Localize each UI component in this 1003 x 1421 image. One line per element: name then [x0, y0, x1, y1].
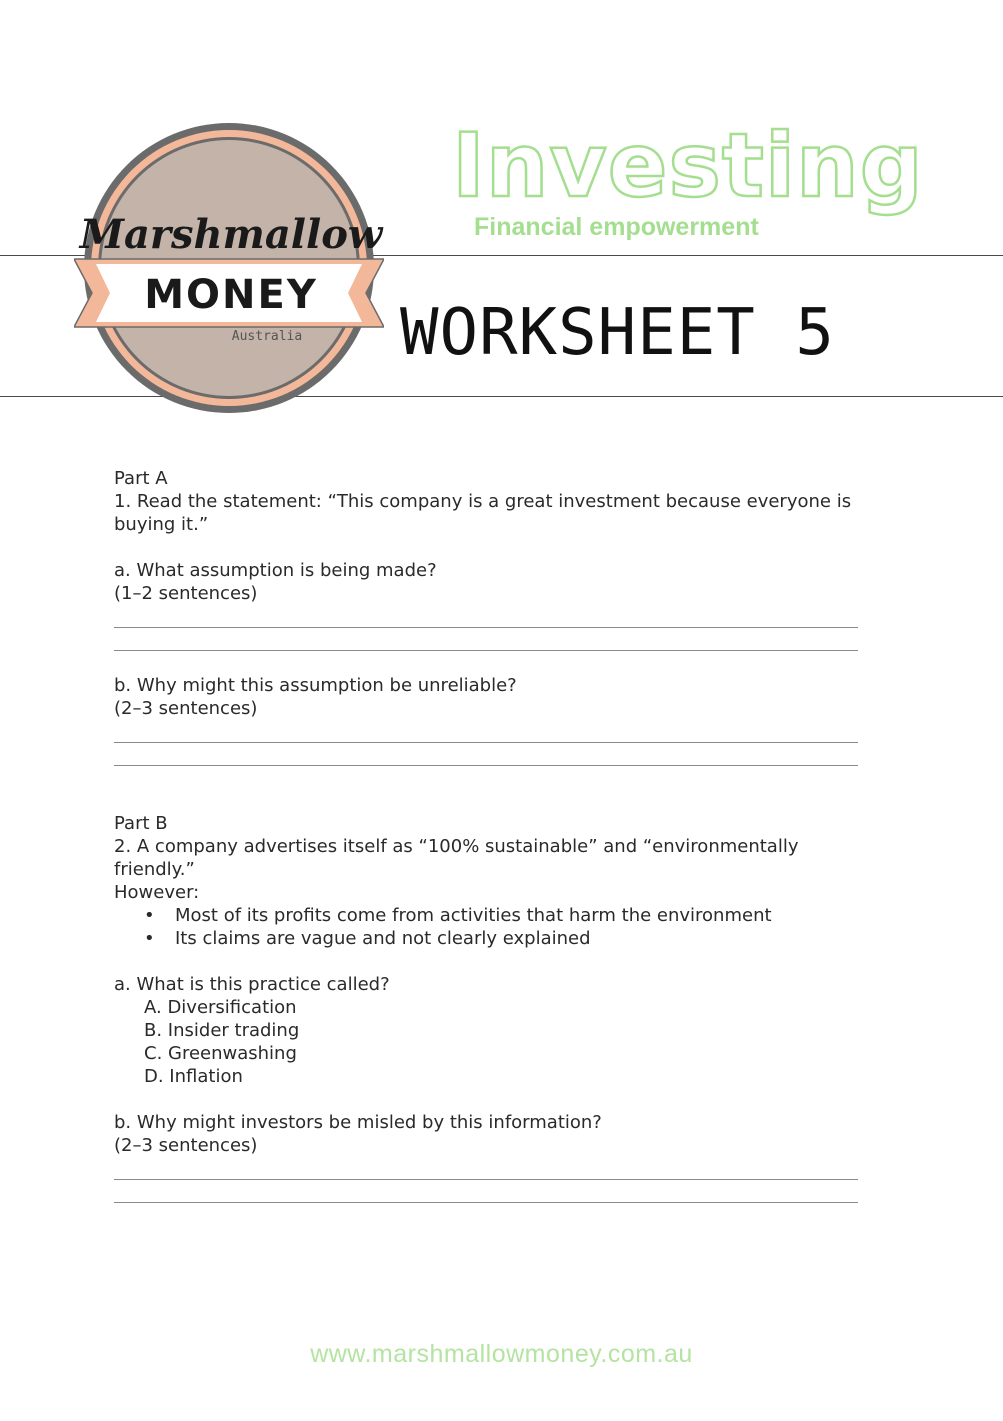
bullet-item: • Its claims are vague and not clearly explained	[114, 927, 874, 950]
bullet-item: • Most of its profits come from activities that harm the environment	[114, 904, 874, 927]
question-1b-prompt: b. Why might this assumption be unreliable?	[114, 675, 517, 696]
question-2a-prompt: a. What is this practice called?	[114, 974, 390, 995]
part-a-heading: Part A	[114, 468, 168, 489]
option-item[interactable]: A. Diversification	[144, 997, 297, 1018]
marshmallow-money-logo	[74, 118, 384, 418]
question-2-bullets	[114, 904, 874, 950]
option-item[interactable]: B. Insider trading	[144, 1020, 300, 1041]
answer-line[interactable]	[114, 720, 858, 743]
answer-line[interactable]	[114, 743, 858, 766]
option-item[interactable]: D. Inflation	[144, 1066, 243, 1087]
question-2b-hint: (2–3 sentences)	[114, 1135, 258, 1156]
logo-script-text: Marshmallow	[79, 211, 383, 258]
footer-website-url: www.marshmallowmoney.com.au	[310, 1340, 693, 1368]
question-1a-hint: (1–2 sentences)	[114, 583, 258, 604]
question-1b-hint: (2–3 sentences)	[114, 698, 258, 719]
answer-line[interactable]	[114, 1180, 858, 1203]
option-item[interactable]: C. Greenwashing	[144, 1043, 297, 1064]
section-subtitle: Financial empowerment	[474, 213, 759, 241]
logo-country-text: Australia	[231, 329, 303, 344]
worksheet-title: WORKSHEET 5	[400, 296, 835, 370]
part-b-heading: Part B	[114, 813, 168, 834]
question-1a-prompt: a. What assumption is being made?	[114, 560, 437, 581]
question-1-line-1: 1. Read the statement: “This company is a great investment because everyone is	[114, 491, 852, 512]
logo-money-text: MONEY	[144, 272, 318, 318]
answer-line[interactable]	[114, 628, 858, 651]
question-1-line-2: buying it.”	[114, 514, 209, 535]
question-2a-options	[114, 996, 874, 1088]
question-2-line-1: 2. A company advertises itself as “100% sustainable” and “environmentally friendly.”	[114, 836, 799, 880]
answer-line[interactable]	[114, 1157, 858, 1180]
question-2b-prompt: b. Why might investors be misled by this information?	[114, 1112, 602, 1133]
section-title: Investing	[452, 114, 924, 217]
worksheet-content	[114, 467, 874, 1203]
question-2-line-2: However:	[114, 882, 200, 903]
answer-line[interactable]	[114, 605, 858, 628]
